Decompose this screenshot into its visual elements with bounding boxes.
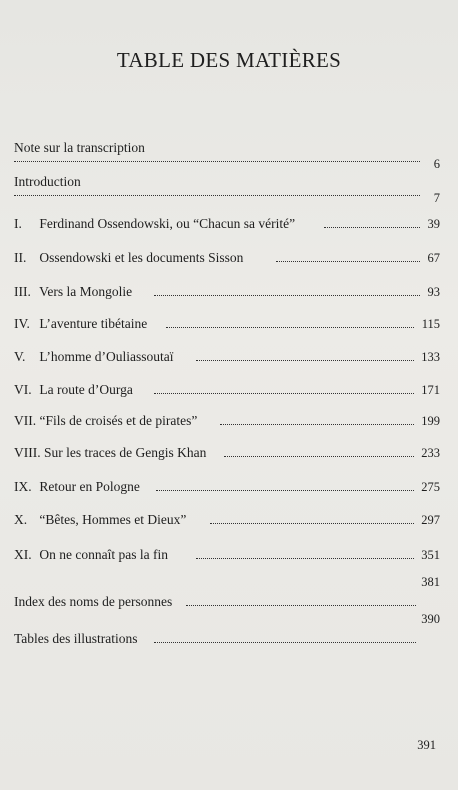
entry-page: 199 <box>421 414 440 428</box>
entry-label: Note sur la transcription <box>14 140 145 155</box>
chapter-number: IV. <box>14 316 30 331</box>
entry-label: Sur les traces de Gengis Khan <box>44 445 207 460</box>
entry-label: Ossendowski et les documents Sisson <box>39 250 244 265</box>
entry-page: 351 <box>421 548 440 562</box>
entry-page: 171 <box>421 383 440 397</box>
entry-label: La route d’Ourga <box>39 382 133 397</box>
chapter-number: II. <box>14 250 27 265</box>
entry-label: Introduction <box>14 174 81 189</box>
chapter-number: X. <box>14 512 28 527</box>
chapter-number: I. <box>14 216 22 231</box>
leader-dots <box>196 558 414 559</box>
entry-page: 67 <box>427 251 440 265</box>
page-number: 391 <box>417 738 436 752</box>
leader-dots <box>324 227 420 228</box>
entry-page: 93 <box>427 285 440 299</box>
entry-label: Tables des illustrations <box>14 631 138 646</box>
chapter-number: IX. <box>14 479 32 494</box>
entry-label: Vers la Mongolie <box>39 284 133 299</box>
chapter-number: V. <box>14 349 26 364</box>
toc-entry-chapter-11 <box>14 527 440 571</box>
toc-entry-illustrations <box>14 605 440 649</box>
entry-page: 115 <box>421 317 440 331</box>
chapter-number: III. <box>14 284 31 299</box>
entry-label: “Fils de croisés et de pirates” <box>39 413 198 428</box>
entry-page: 390 <box>421 612 440 626</box>
entry-page: 39 <box>427 217 440 231</box>
leader-dots <box>166 327 414 328</box>
leader-dots <box>14 161 420 162</box>
chapter-number: XI. <box>14 547 32 562</box>
chapter-number: VII. <box>14 413 37 428</box>
entry-page: 7 <box>433 191 440 205</box>
entry-label: On ne connaît pas la fin <box>39 547 168 562</box>
entry-label: “Bêtes, Hommes et Dieux” <box>39 512 187 527</box>
page-title: TABLE DES MATIÈRES <box>116 48 342 72</box>
entry-label: Retour en Pologne <box>39 479 140 494</box>
entry-page: 381 <box>421 575 440 589</box>
leader-dots <box>210 523 414 524</box>
entry-label: L’aventure tibétaine <box>39 316 148 331</box>
entry-label: Index des noms de personnes <box>14 594 173 609</box>
chapter-number: VIII. <box>14 445 41 460</box>
leader-dots <box>196 360 414 361</box>
leader-dots <box>154 642 416 643</box>
entry-label: L’homme d’Ouliassoutaï <box>39 349 174 364</box>
entry-label: Ferdinand Ossendowski, ou “Chacun sa vérité” <box>39 216 296 231</box>
chapter-number: VI. <box>14 382 32 397</box>
entry-page: 233 <box>421 446 440 460</box>
entry-page: 275 <box>421 480 440 494</box>
entry-page: 297 <box>421 513 440 527</box>
entry-page: 6 <box>433 157 440 171</box>
leader-dots <box>276 261 420 262</box>
entry-page: 133 <box>421 350 440 364</box>
leader-dots <box>224 456 414 457</box>
leader-dots <box>156 490 414 491</box>
